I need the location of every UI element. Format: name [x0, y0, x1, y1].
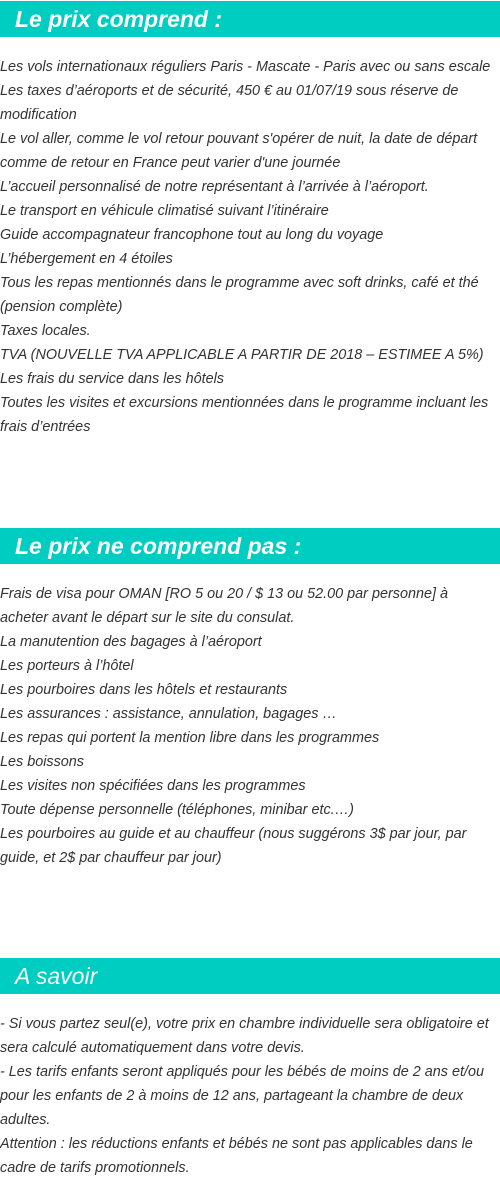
section-title-includes: Le prix comprend : [0, 1, 500, 37]
list-item: - Si vous partez seul(e), votre prix en chambre individuelle sera obligatoire et sera calculé automatiquement dans votre devis. [0, 1016, 489, 1056]
section-a-savoir [0, 958, 500, 1180]
list-item: Les frais du service dans les hôtels [0, 371, 224, 387]
includes-list [0, 55, 500, 439]
list-item: Toute dépense personnelle (téléphones, minibar etc.…) [0, 802, 354, 818]
list-item: Toutes les visites et excursions mentionnées dans le programme incluant les frais d’entrées [0, 395, 489, 435]
list-item: Les repas qui portent la mention libre dans les programmes [0, 730, 380, 746]
list-item: Tous les repas mentionnés dans le programme avec soft drinks, café et thé (pension complète) [0, 275, 479, 315]
list-item: Les taxes d’aéroports et de sécurité, 450 € au 01/07/19 sous réserve de modification [0, 83, 459, 123]
list-item: Les boissons [0, 754, 84, 770]
list-item: Le transport en véhicule climatisé suivant l’itinéraire [0, 203, 329, 219]
excludes-list [0, 582, 500, 870]
section-price-includes [0, 1, 500, 439]
list-item: La manutention des bagages à l’aéroport [0, 634, 262, 650]
list-item: L’hébergement en 4 étoiles [0, 251, 173, 267]
list-item: Les visites non spécifiées dans les programmes [0, 778, 306, 794]
list-item: Les pourboires au guide et au chauffeur (nous suggérons 3$ par jour, par guide, et 2$ par chauffeur par jour) [0, 826, 467, 866]
section-price-excludes [0, 528, 500, 870]
section-title-savoir: A savoir [0, 958, 500, 994]
list-item: Attention : les réductions enfants et bébés ne sont pas applicables dans le cadre de tarifs promotionnels. [0, 1136, 473, 1176]
list-item: Frais de visa pour OMAN [RO 5 ou 20 / $ 13 ou 52.00 par personne] à acheter avant le départ sur le site du consulat. [0, 586, 448, 626]
list-item: Taxes locales. [0, 323, 91, 339]
list-item: L’accueil personnalisé de notre représentant à l’arrivée à l’aéroport. [0, 179, 429, 195]
list-item: Le vol aller, comme le vol retour pouvant s'opérer de nuit, la date de départ comme de retour en France peut varier d'une journée [0, 131, 478, 171]
list-item: TVA (NOUVELLE TVA APPLICABLE A PARTIR DE 2018 – ESTIMEE A 5%) [0, 347, 484, 363]
section-title-excludes: Le prix ne comprend pas : [0, 528, 500, 564]
list-item: Guide accompagnateur francophone tout au long du voyage [0, 227, 384, 243]
list-item: Les assurances : assistance, annulation, bagages … [0, 706, 337, 722]
list-item: Les pourboires dans les hôtels et restaurants [0, 682, 288, 698]
list-item: Les porteurs à l’hôtel [0, 658, 134, 674]
list-item: Les vols internationaux réguliers Paris - Mascate - Paris avec ou sans escale [0, 59, 491, 75]
list-item: - Les tarifs enfants seront appliqués pour les bébés de moins de 2 ans et/ou pour les enfants de 2 à moins de 12 ans, partageant la chambre de deux adultes. [0, 1064, 484, 1128]
